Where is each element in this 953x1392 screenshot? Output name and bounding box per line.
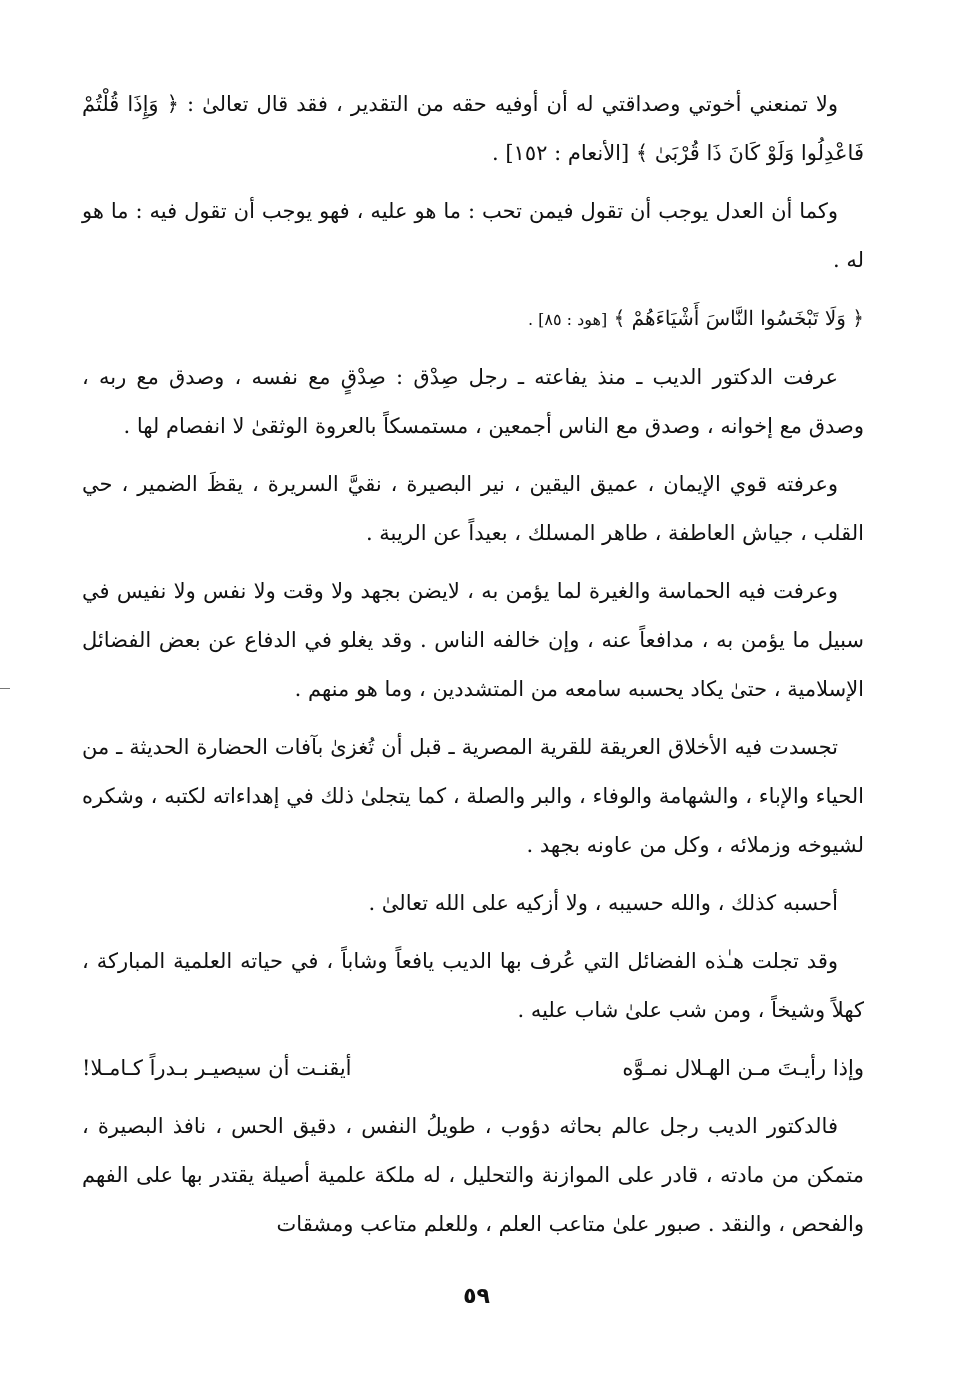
paragraph-6: تجسدت فيه الأخلاق العريقة للقرية المصرية ـ قبل أن تُغزىٰ بآفات الحضارة الحديثة ـ من الحياء والإباء ، والشهامة والوفاء ، والبر والصلة ، كما يتجلىٰ ذلك في إهداءاته لكتبه ، وشكره لشيوخه وزملائه ، وكل من عاونه بجهد . [82,735,864,857]
quran-verse-reference: [هود : ٨٥] . [527,310,608,329]
poem-first-hemistich: وإذا رأيـتَ مـن الهـلال نمـوَّه [622,1056,864,1080]
poem-second-hemistich: أيقنـت أن سيصيـر بـدراً كـامـلا! [82,1056,352,1080]
paragraph-9: فالدكتور الديب رجل عالم بحاثه دؤوب ، طويلُ النفس ، دقيق الحس ، نافذ البصيرة ، متمكن من مادته ، قادر على الموازنة والتحليل ، له ملكة علمية أصيلة يقتدر بها على الفهم والفحص ، والنقد . صبور علىٰ متاعب العلم ، وللعلم متاعب ومشقات [82,1114,864,1236]
paragraph-1: ولا تمنعني أخوتي وصداقتي له أن أوفيه حقه من التقدير ، فقد قال تعالىٰ : ﴿ وَإِذَا قُلْتُمْ فَاعْدِلُوا وَلَوْ كَانَ ذَا قُرْبَىٰ ﴾ [الأنعام : ١٥٢] . [82,92,864,165]
quran-verse-text: ﴿ وَلَا تَبْخَسُوا النَّاسَ أَشْيَاءَهُمْ ﴾ [613,306,864,330]
paragraph-8: وقد تجلت هـٰذه الفضائل التي عُرف بها الديب يافعاً وشاباً ، في حياته العلمية المباركة ، كهلاً وشيخاً ، ومن شب علىٰ شاب عليه . [82,949,864,1022]
paragraph-7: أحسبه كذلك ، والله حسيبه ، ولا أزكيه على الله تعالىٰ . [368,891,838,915]
paragraph-5: وعرفت فيه الحماسة والغيرة لما يؤمن به ، لايضن بجهد ولا وقت ولا نفس ولا نفيس في سبيل ما يؤمن به ، مدافعاً عنه ، وإن خالفه الناس . وقد يغلو في الدفاع عن بعض الفضائل الإسلامية ، حتىٰ يكاد يحسبه سامعه من المتشددين ، وما هو منهم . [82,579,865,701]
page-body [82,80,864,1258]
paragraph-4: وعرفته قوي الإيمان ، عميق اليقين ، نير البصيرة ، نقيَّ السريرة ، يقظَ الضمير ، حي القلب ، جياش العاطفة ، طاهر المسلك ، بعيداً عن الريبة . [82,472,864,545]
paragraph-2: وكما أن العدل يوجب أن تقول فيمن تحب : ما هو عليه ، فهو يوجب أن تقول فيه : ما هو له . [82,199,864,272]
page-number: ٥٩ [463,1284,490,1309]
quran-verse [82,294,864,344]
margin-mark [0,688,10,689]
poem-verse [82,1044,864,1093]
paragraph-3: عرفت الدكتور الديب ـ منذ يفاعته ـ رجل صِدْق : صِدْقٍ مع نفسه ، وصدق مع ربه ، وصدق مع إخوانه ، وصدق مع الناس أجمعين ، مستمسكاً بالعروة الوثقىٰ لا انفصام لها . [82,365,864,438]
